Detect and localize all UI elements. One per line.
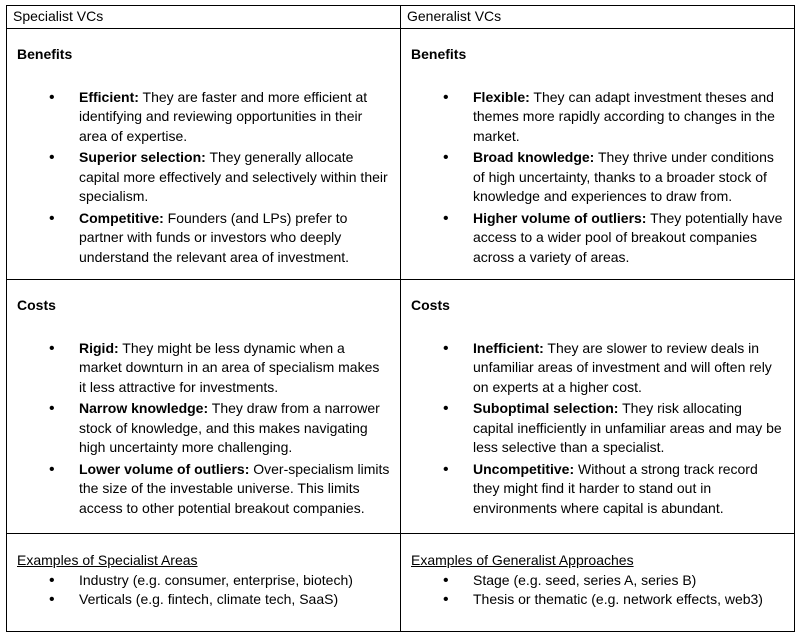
term: Narrow knowledge: (79, 400, 209, 416)
list-item (17, 209, 390, 268)
term: Suboptimal selection: (473, 400, 619, 416)
list-item (17, 88, 390, 147)
list-item: • Verticals (e.g. fintech, climate tech, SaaS) (17, 590, 390, 610)
term: Flexible: (473, 88, 530, 105)
term: Uncompetitive: (473, 460, 575, 477)
generalist-benefits-cell (401, 29, 795, 280)
list-item (17, 339, 390, 398)
costs-row (7, 280, 795, 534)
specialist-examples-cell (7, 534, 401, 632)
term: Inefficient: (473, 339, 544, 356)
list-item: • Stage (e.g. seed, series A, series B) (411, 571, 784, 591)
section-title: Benefits (17, 46, 73, 62)
list-item (411, 460, 784, 519)
list-item: • Thesis or thematic (e.g. network effects, web3) (411, 590, 784, 610)
list-item (17, 399, 390, 458)
generalist-examples-cell (401, 534, 795, 632)
header-row (7, 6, 795, 29)
list-item (411, 148, 784, 207)
term: Rigid: (79, 339, 119, 356)
term: Superior selection: (79, 149, 206, 165)
generalist-costs-list (411, 339, 784, 519)
section-title: Costs (411, 297, 450, 313)
description: They thrive under conditions of high uncertainty, thanks to a broader stock of knowledge and experiences to draw from. (473, 149, 774, 204)
description: They risk allocating capital inefficiently in unfamiliar areas and may be less selective than a specialist. (473, 400, 782, 455)
specialist-benefits-cell (7, 29, 401, 280)
term: Competitive: (79, 209, 164, 226)
header-generalist: Generalist VCs (401, 6, 795, 29)
list-item (411, 339, 784, 398)
generalist-examples-list (411, 571, 784, 610)
header-specialist: Specialist VCs (7, 6, 401, 29)
specialist-costs-list (17, 339, 390, 519)
description: They might be less dynamic when a market downturn in an area of specialism makes it less attractive for investments. (79, 339, 380, 395)
list-item (411, 399, 784, 458)
description: They are slower to review deals in unfamiliar areas of investment and will often rely on experts at a higher cost. (473, 339, 772, 395)
list-item (411, 209, 784, 268)
description: Without a strong track record they might find it harder to stand out in environments where capital is abundant. (473, 460, 758, 516)
description: Founders (and LPs) prefer to partner with funds or investors who deeply understand the relevant area of investment. (79, 209, 350, 265)
list-item (17, 148, 390, 207)
term: Efficient: (79, 88, 139, 105)
description: They generally allocate capital more effectively and selectively within their specialism. (79, 149, 388, 204)
examples-row (7, 534, 795, 632)
examples-title: Examples of Specialist Areas (17, 552, 198, 568)
examples-title: Examples of Generalist Approaches (411, 552, 634, 568)
comparison-table (6, 5, 795, 632)
specialist-examples-list (17, 571, 390, 610)
generalist-benefits-list (411, 88, 784, 268)
description: They draw from a narrower stock of knowledge, and this makes navigating high uncertainty more challenging. (79, 400, 380, 455)
generalist-costs-cell (401, 280, 795, 534)
term: Broad knowledge: (473, 149, 595, 165)
term: Lower volume of outliers: (79, 460, 250, 477)
list-item: • Industry (e.g. consumer, enterprise, biotech) (17, 571, 390, 591)
term: Higher volume of outliers: (473, 209, 647, 226)
list-item (17, 460, 390, 519)
description: Over-specialism limits the size of the investable universe. This limits access to other potential breakout companies. (79, 460, 390, 516)
specialist-benefits-list (17, 88, 390, 268)
description: They can adapt investment theses and themes more rapidly according to changes in the market. (473, 88, 775, 144)
section-title: Benefits (411, 46, 467, 62)
description: They potentially have access to a wider pool of breakout companies across a variety of areas. (473, 209, 783, 265)
specialist-costs-cell (7, 280, 401, 534)
benefits-row (7, 29, 795, 280)
list-item (411, 88, 784, 147)
description: They are faster and more efficient at identifying and reviewing opportunities in their area of expertise. (79, 88, 368, 144)
section-title: Costs (17, 297, 56, 313)
